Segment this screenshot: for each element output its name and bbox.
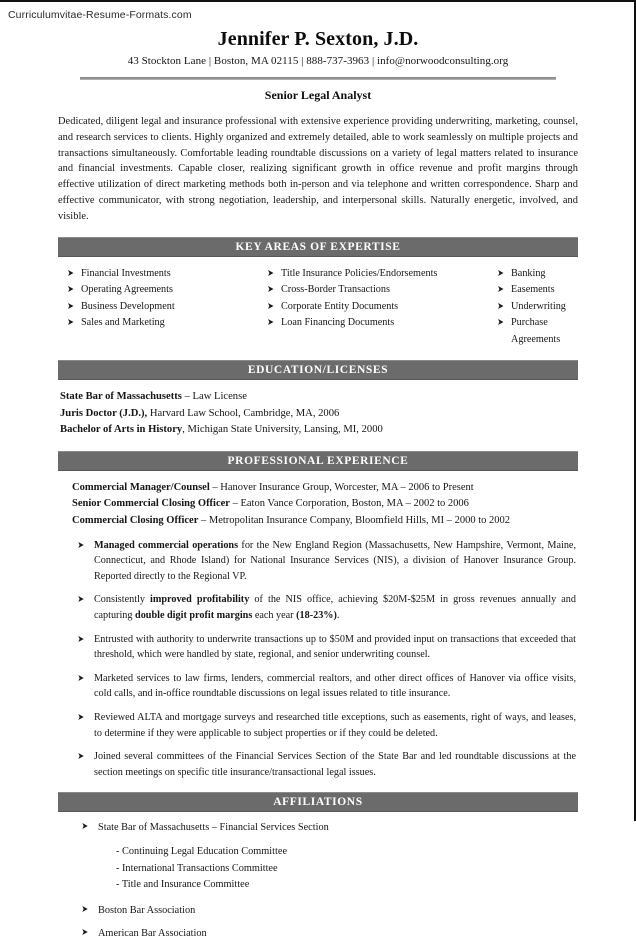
experience-bullet — [76, 671, 578, 702]
experience-bullet-text — [94, 749, 578, 780]
bullet-arrow-icon: ➤ — [497, 285, 504, 296]
expertise-item — [66, 299, 266, 316]
expertise-item-label: Underwriting — [511, 300, 566, 312]
bullet-arrow-icon: ➤ — [81, 822, 89, 833]
bullet-arrow-icon: ➤ — [81, 904, 89, 915]
expertise-item-label: Business Development — [81, 300, 175, 312]
expertise-item-label: Sales and Marketing — [81, 317, 165, 329]
expertise-item — [496, 282, 578, 299]
page-title: Jennifer P. Sexton, J.D. — [217, 28, 419, 50]
experience-bullet — [76, 749, 578, 780]
experience-bullet — [76, 632, 578, 663]
expertise-item — [66, 315, 266, 332]
expertise-item — [266, 266, 496, 283]
education-item-degree: State Bar of Massachusetts — [60, 391, 182, 403]
education-item — [60, 422, 578, 439]
education-item-degree: Juris Doctor (J.D.), — [60, 407, 148, 419]
job-entry-title: Senior Commercial Closing Officer — [72, 498, 230, 510]
headline-job-title: Senior Legal Analyst — [264, 88, 372, 102]
expertise-item — [266, 315, 496, 332]
expertise-item-label: Cross-Border Transactions — [281, 284, 390, 296]
expertise-item — [266, 282, 496, 299]
affiliation-item — [80, 903, 578, 919]
education-item-detail: , Michigan State University, Lansing, MI, 2000 — [182, 424, 383, 436]
experience-bullet-fragment: Marketed services to law firms, lenders, commercial realtors, and other direct offices of Hanover via office visits, cold calls, and in-office roundtable discussions on legal issues related to title insurance. — [94, 672, 576, 700]
subcommittee-list — [80, 844, 578, 894]
experience-bullet — [76, 710, 578, 741]
affiliations-list — [58, 820, 578, 942]
job-entry — [72, 513, 578, 530]
bullet-arrow-icon: ➤ — [497, 301, 504, 312]
experience-bullet-fragment: Entrusted with authority to underwrite transactions up to $50M and provided input on transactions that exceeded that threshold, which were handled by state, regional, and senior underwriting counsel. — [94, 633, 576, 661]
bullet-arrow-icon: ➤ — [77, 673, 85, 684]
experience-bullet-fragment: Reviewed ALTA and mortgage surveys and researched title exceptions, such as easements, right of ways, and leases, to determine if they were applicable to subject properties or if they could be deleted. — [94, 712, 576, 739]
experience-bullet-fragment: for the New England Region (Massachusetts, New Hampshire, Vermont, Maine, Connecticut, and Rhode Island) for National Insurance Services (NIS), a division of Hanover Insurance Group. Reported directly to the Regional VP. — [94, 539, 576, 582]
experience-bullet-text — [94, 671, 578, 702]
professional-summary: Dedicated, diligent legal and insurance professional with extensive experience providing underwriting, marketing, counsel, and research services to clients. Highly organized and extremely detailed, able to work seamlessly on multiple projects and transactions simultaneously. Comfortable leading roundtable discussions on a variety of legal matters related to insurance and financial investments. Capable closer, realizing significant growth in office revenue and profit margins through effective utilization of direct marketing methods both in-person and via telephone and written correspondence. Sharp and effective communicator, with strong negotiation, leadership, and interpersonal skills. Naturally energetic, involved, and visible. — [58, 116, 578, 222]
expertise-item-label: Banking — [511, 267, 546, 279]
experience-bullet-fragment: . — [336, 609, 340, 621]
expertise-item-label: Easements — [511, 284, 555, 296]
bullet-arrow-icon: ➤ — [267, 268, 274, 279]
section-header-expertise: KEY AREAS OF EXPERTISE — [58, 237, 578, 257]
subcommittee-item: - International Transactions Committee — [116, 862, 278, 874]
bullet-arrow-icon: ➤ — [267, 318, 274, 329]
expertise-column-3 — [496, 266, 578, 349]
affiliation-label: Boston Bar Association — [98, 904, 196, 916]
affiliation-item — [80, 820, 578, 836]
section-header-affiliations: AFFILIATIONS — [58, 792, 578, 812]
job-entry-title: Commercial Manager/Counsel — [72, 481, 210, 493]
experience-bullet-text — [94, 538, 578, 585]
experience-bullet-text — [94, 632, 578, 663]
experience-bullet-fragment: Joined several committees of the Financial Services Section of the State Bar and led roundtable discussions at the section meetings on specific title insurance/transactional legal issues. — [94, 751, 576, 778]
expertise-item — [66, 282, 266, 299]
bullet-arrow-icon: ➤ — [67, 285, 74, 296]
experience-bullet-text — [94, 710, 578, 741]
experience-bullet-emphasis: Managed commercial operations — [94, 539, 239, 551]
expertise-column-1 — [66, 266, 266, 349]
job-entry — [72, 496, 578, 513]
expertise-item — [266, 299, 496, 316]
experience-bullet-emphasis: double digit profit margins — [135, 609, 253, 621]
affiliation-label: State Bar of Massachusetts – Financial Services Section — [98, 822, 329, 834]
bullet-arrow-icon: ➤ — [81, 928, 89, 939]
expertise-item — [66, 266, 266, 283]
section-header-experience: PROFESSIONAL EXPERIENCE — [58, 451, 578, 471]
experience-bullet-fragment: each year — [252, 609, 297, 621]
expertise-item-label: Purchase Agreements — [511, 317, 561, 345]
subcommittee-item: - Title and Insurance Committee — [116, 879, 250, 891]
expertise-item — [496, 299, 578, 316]
expertise-item-label: Title Insurance Policies/Endorsements — [281, 267, 438, 279]
education-item-detail: – Law License — [181, 391, 247, 403]
bullet-arrow-icon: ➤ — [77, 752, 85, 763]
site-watermark: Curriculumvitae-Resume-Formats.com — [8, 9, 192, 21]
expertise-item-label: Loan Financing Documents — [281, 317, 395, 329]
bullet-arrow-icon: ➤ — [77, 713, 85, 724]
bullet-arrow-icon: ➤ — [77, 540, 85, 551]
bullet-arrow-icon: ➤ — [267, 285, 274, 296]
expertise-column-2 — [266, 266, 496, 349]
experience-bullet-emphasis: (18-23%) — [296, 609, 337, 621]
expertise-item — [496, 315, 578, 348]
job-entry-detail: – Eaton Vance Corporation, Boston, MA – 2002 to 2006 — [229, 498, 469, 510]
contact-line: 43 Stockton Lane | Boston, MA 02115 | 888-737-3963 | info@norwoodconsulting.org — [127, 55, 509, 67]
expertise-item — [496, 266, 578, 283]
bullet-arrow-icon: ➤ — [267, 301, 274, 312]
experience-bullet-list — [58, 538, 578, 781]
affiliation-item — [80, 926, 578, 942]
education-item-degree: Bachelor of Arts in History — [60, 424, 183, 436]
expertise-item-label: Operating Agreements — [81, 284, 173, 296]
bullet-arrow-icon: ➤ — [67, 318, 74, 329]
experience-bullet-text — [94, 592, 578, 623]
subcommittee-item: - Continuing Legal Education Committee — [116, 845, 288, 857]
expertise-item-label: Financial Investments — [81, 267, 171, 279]
affiliation-label: American Bar Association — [98, 928, 207, 940]
bullet-arrow-icon: ➤ — [67, 301, 74, 312]
bullet-arrow-icon: ➤ — [497, 268, 504, 279]
expertise-item-label: Corporate Entity Documents — [281, 300, 399, 312]
education-item — [60, 406, 578, 423]
resume-body — [0, 26, 634, 950]
experience-bullet-emphasis: improved profitability — [150, 594, 250, 606]
education-item — [60, 389, 578, 406]
experience-bullet — [76, 592, 578, 623]
job-entry-title: Commercial Closing Officer — [72, 514, 199, 526]
job-entry-detail: – Hanover Insurance Group, Worcester, MA – 2006 to Present — [209, 481, 474, 493]
bullet-arrow-icon: ➤ — [67, 268, 74, 279]
job-entry-detail: – Metropolitan Insurance Company, Bloomfield Hills, MI – 2000 to 2002 — [198, 514, 511, 526]
experience-bullet-fragment: Consistently — [94, 594, 151, 606]
job-entry — [72, 480, 578, 497]
bullet-arrow-icon: ➤ — [77, 595, 85, 606]
expertise-columns — [58, 266, 578, 349]
education-item-detail: Harvard Law School, Cambridge, MA, 2006 — [147, 407, 340, 419]
bullet-arrow-icon: ➤ — [77, 634, 85, 645]
header-divider — [80, 77, 556, 80]
bullet-arrow-icon: ➤ — [497, 318, 504, 329]
experience-bullet-fragment: of the NIS office, achieving $20M-$25M in gross revenues annually and capturing — [94, 594, 576, 621]
education-list — [58, 389, 578, 439]
job-history-list — [58, 480, 578, 530]
experience-bullet — [76, 538, 578, 585]
section-header-education: EDUCATION/LICENSES — [58, 360, 578, 380]
